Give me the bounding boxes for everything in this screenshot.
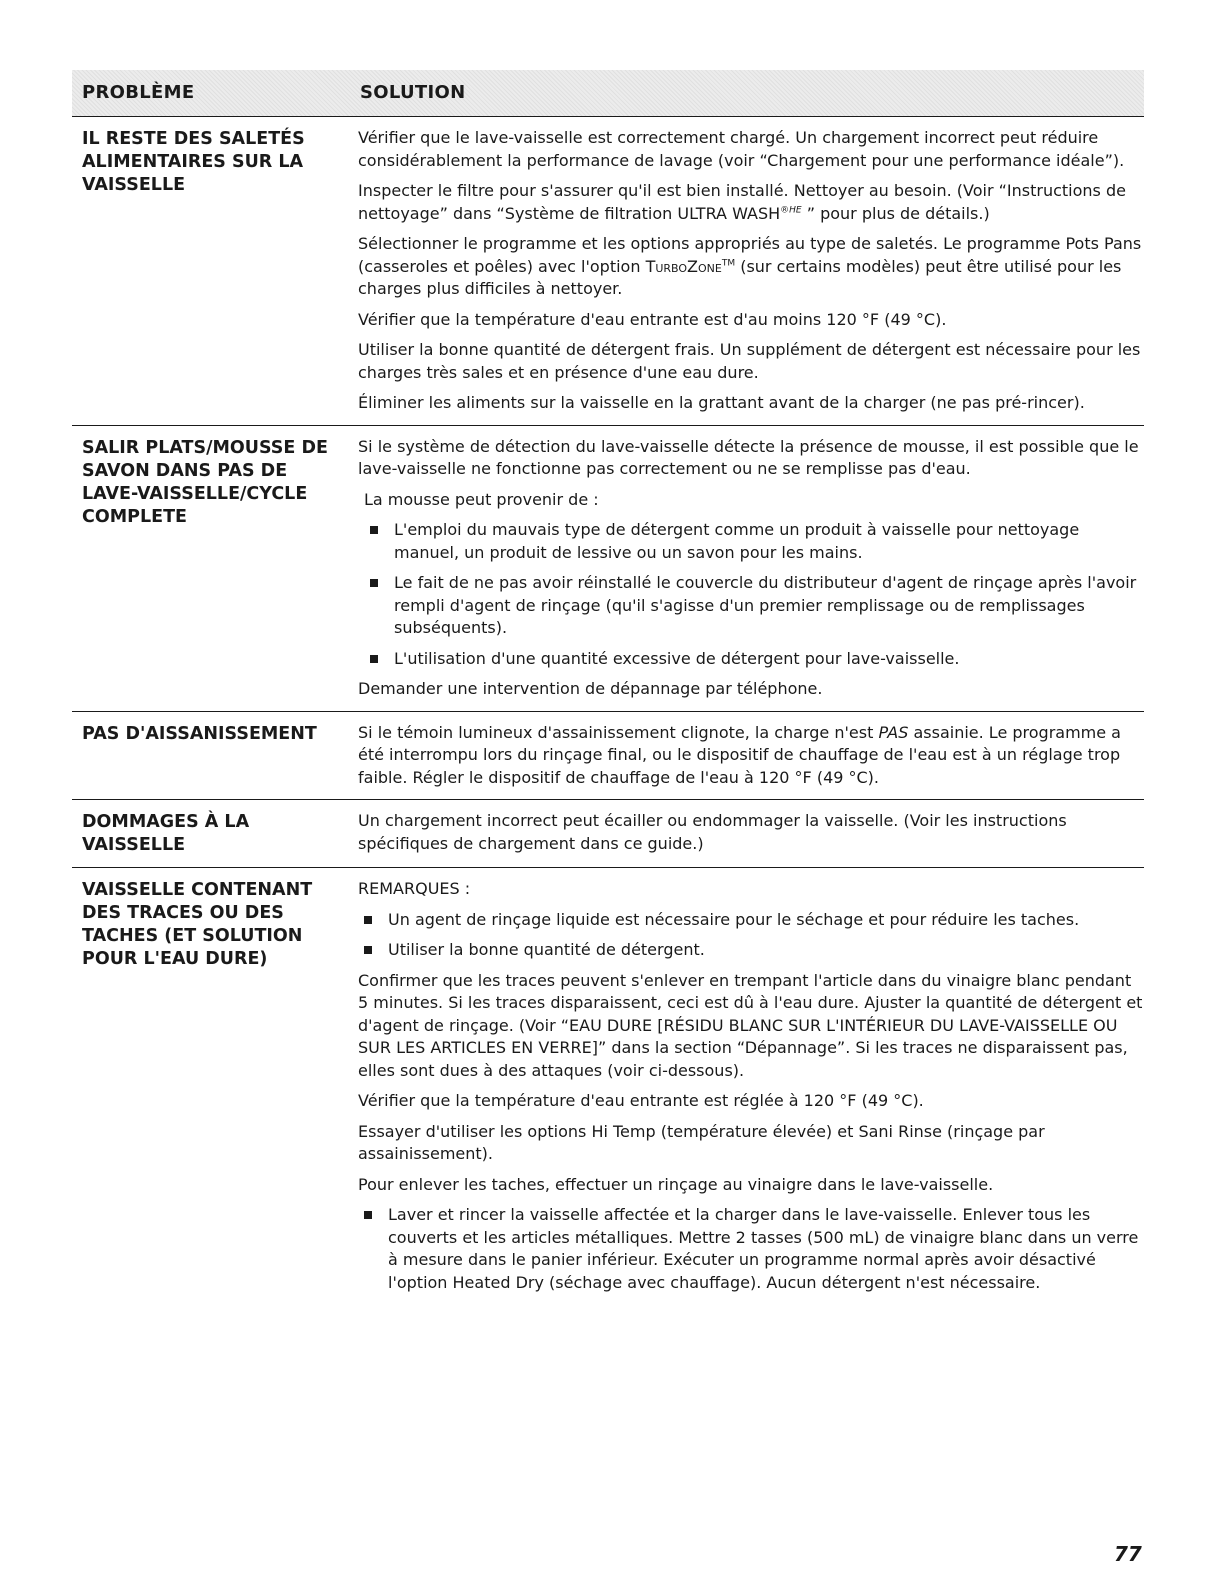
troubleshooting-table — [72, 70, 1144, 1312]
table-header — [72, 70, 1144, 117]
solution-cell — [358, 810, 1144, 857]
solution-paragraph: Vérifier que la température d'eau entrante est d'au moins 120 °F (49 °C). — [358, 309, 947, 329]
solution-paragraph: Demander une intervention de dépannage par téléphone. — [358, 679, 823, 698]
problem-cell: IL RESTE DES SALETÉS ALIMENTAIRES SUR LA VAISSELLE — [82, 129, 305, 195]
solution-paragraph: Confirmer que les traces peuvent s'enlever en trempant l'article dans du vinaigre blanc pendant 5 minutes. Si les traces disparaissent, ceci est dû à l'eau dure. Ajuster la quantité de détergent et d'agent de rinçage. (Voir “EAU DURE [RÉSIDU BLANC SUR L'INTÉRIEUR DU LAVE-VAISSELLE OU SUR LES ARTICLES EN VERRE]” dans la section “Dépannage”. Si les traces ne disparaissent pas, elles sont dues à des attaques (voir ci-dessous). — [358, 970, 1143, 1080]
header-solution: SOLUTION — [360, 82, 466, 103]
header-problem: PROBLÈME — [82, 82, 195, 103]
turbozone-option: TurboZone — [645, 256, 722, 276]
solution-paragraph: Inspecter le filtre pour s'assurer qu'il est bien installé. Nettoyer au besoin. (Voir “Instructions de nettoyage” dans “Système de filtration ULTRA $WASH^{®HE}$ ” pour plus de détails.) — [358, 181, 1126, 223]
bullet-square-icon — [358, 939, 388, 962]
problem-cell: VAISSELLE CONTENANT DES TRACES OU DES TACHES (ET SOLUTION POUR L'EAU DURE) — [82, 880, 313, 969]
problem-cell: DOMMAGES À LA VAISSELLE — [82, 812, 250, 855]
bullet-item: Utiliser la bonne quantité de détergent. — [358, 939, 1144, 962]
bullet-square-icon — [358, 1204, 388, 1294]
bullet-square-icon — [364, 572, 394, 640]
problem-cell: SALIR PLATS/MOUSSE DE SAVON DANS PAS DE LAVE-VAISSELLE/CYCLE COMPLETE — [82, 437, 328, 527]
page-number: 77 — [1114, 1542, 1142, 1566]
solution-paragraph: Pour enlever les taches, effectuer un rinçage au vinaigre dans le lave-vaisselle. — [358, 1174, 994, 1194]
bullet-item: Le fait de ne pas avoir réinstallé le couvercle du distributeur d'agent de rinçage après l'avoir rempli d'agent de rinçage (qu'il s'agisse d'un premier remplissage ou de remplissages subséquents). — [358, 572, 1144, 640]
solution-cell — [358, 722, 1144, 790]
solution-paragraph: Essayer d'utiliser les options Hi Temp (température élevée) et Sani Rinse (rinçage par assainissement). — [358, 1121, 1045, 1163]
bullet-item: L'utilisation d'une quantité excessive de détergent pour lave-vaisselle. — [358, 648, 1144, 671]
trademark-mark: TM — [721, 258, 736, 269]
bullet-square-icon — [358, 909, 388, 932]
solution-paragraph: Si le témoin lumineux d'assainissement clignote, la charge n'est PAS assainie. Le programme a été interrompu lors du rinçage final, ou le dispositif de chauffage de l'eau est à un réglage trop faible. Régler le dispositif de chauffage de l'eau à 120 °F (49 °C). — [358, 722, 1121, 787]
bullet-square-icon — [364, 648, 394, 671]
table-row — [72, 712, 1144, 801]
table-row — [72, 426, 1144, 712]
solution-cell — [358, 436, 1144, 701]
solution-cell — [358, 878, 1144, 1302]
table-row — [72, 868, 1144, 1312]
emphasis-pas: PAS — [878, 722, 909, 742]
table-row — [72, 117, 1144, 426]
solution-paragraph: REMARQUES : — [358, 879, 471, 898]
table-row — [72, 800, 1144, 868]
solution-paragraph: Sélectionner le programme et les options appropriés au type de saletés. Le programme Pots Pans (casseroles et poêles) avec l'option TurboZone™ (sur certains modèles) peut être utilisé pour les charges plus difficiles à nettoyer. — [358, 234, 1142, 298]
problem-cell: PAS D'AISSANISSEMENT — [82, 723, 317, 744]
solution-paragraph: La mousse peut provenir de : — [364, 489, 599, 509]
solution-paragraph: Éliminer les aliments sur la vaisselle en la grattant avant de la charger (ne pas pré-rincer). — [358, 393, 1085, 412]
solution-paragraph: Vérifier que la température d'eau entrante est réglée à 120 °F (49 °C). — [358, 1091, 924, 1110]
registered-mark: ®HE — [780, 205, 802, 216]
bullet-item: L'emploi du mauvais type de détergent comme un produit à vaisselle pour nettoyage manuel, un produit de lessive ou un savon pour les mains. — [358, 519, 1144, 564]
bullet-item: Un agent de rinçage liquide est nécessaire pour le séchage et pour réduire les taches. — [358, 909, 1144, 932]
bullet-square-icon — [364, 519, 394, 564]
solution-cell — [358, 127, 1144, 415]
solution-paragraph: Un chargement incorrect peut écailler ou endommager la vaisselle. (Voir les instructions spécifiques de chargement dans ce guide.) — [358, 811, 1067, 853]
solution-paragraph: Vérifier que le lave-vaisselle est correctement chargé. Un chargement incorrect peut réduire considérablement la performance de lavage (voir “Chargement pour une performance idéale”). — [358, 128, 1125, 170]
bullet-item: Laver et rincer la vaisselle affectée et la charger dans le lave-vaisselle. Enlever tous les couverts et les articles métalliques. Mettre 2 tasses (500 mL) de vinaigre blanc dans un verre à mesure dans le panier inférieur. Exécuter un programme normal après avoir désactivé l'option Heated Dry (séchage avec chauffage). Aucun détergent n'est nécessaire. — [358, 1204, 1144, 1294]
solution-paragraph: Utiliser la bonne quantité de détergent frais. Un supplément de détergent est nécessaire pour les charges très sales et en présence d'une eau dure. — [358, 340, 1141, 382]
solution-paragraph: Si le système de détection du lave-vaisselle détecte la présence de mousse, il est possible que le lave-vaisselle ne fonctionne pas correctement ou ne se remplisse pas d'eau. — [358, 436, 1139, 478]
